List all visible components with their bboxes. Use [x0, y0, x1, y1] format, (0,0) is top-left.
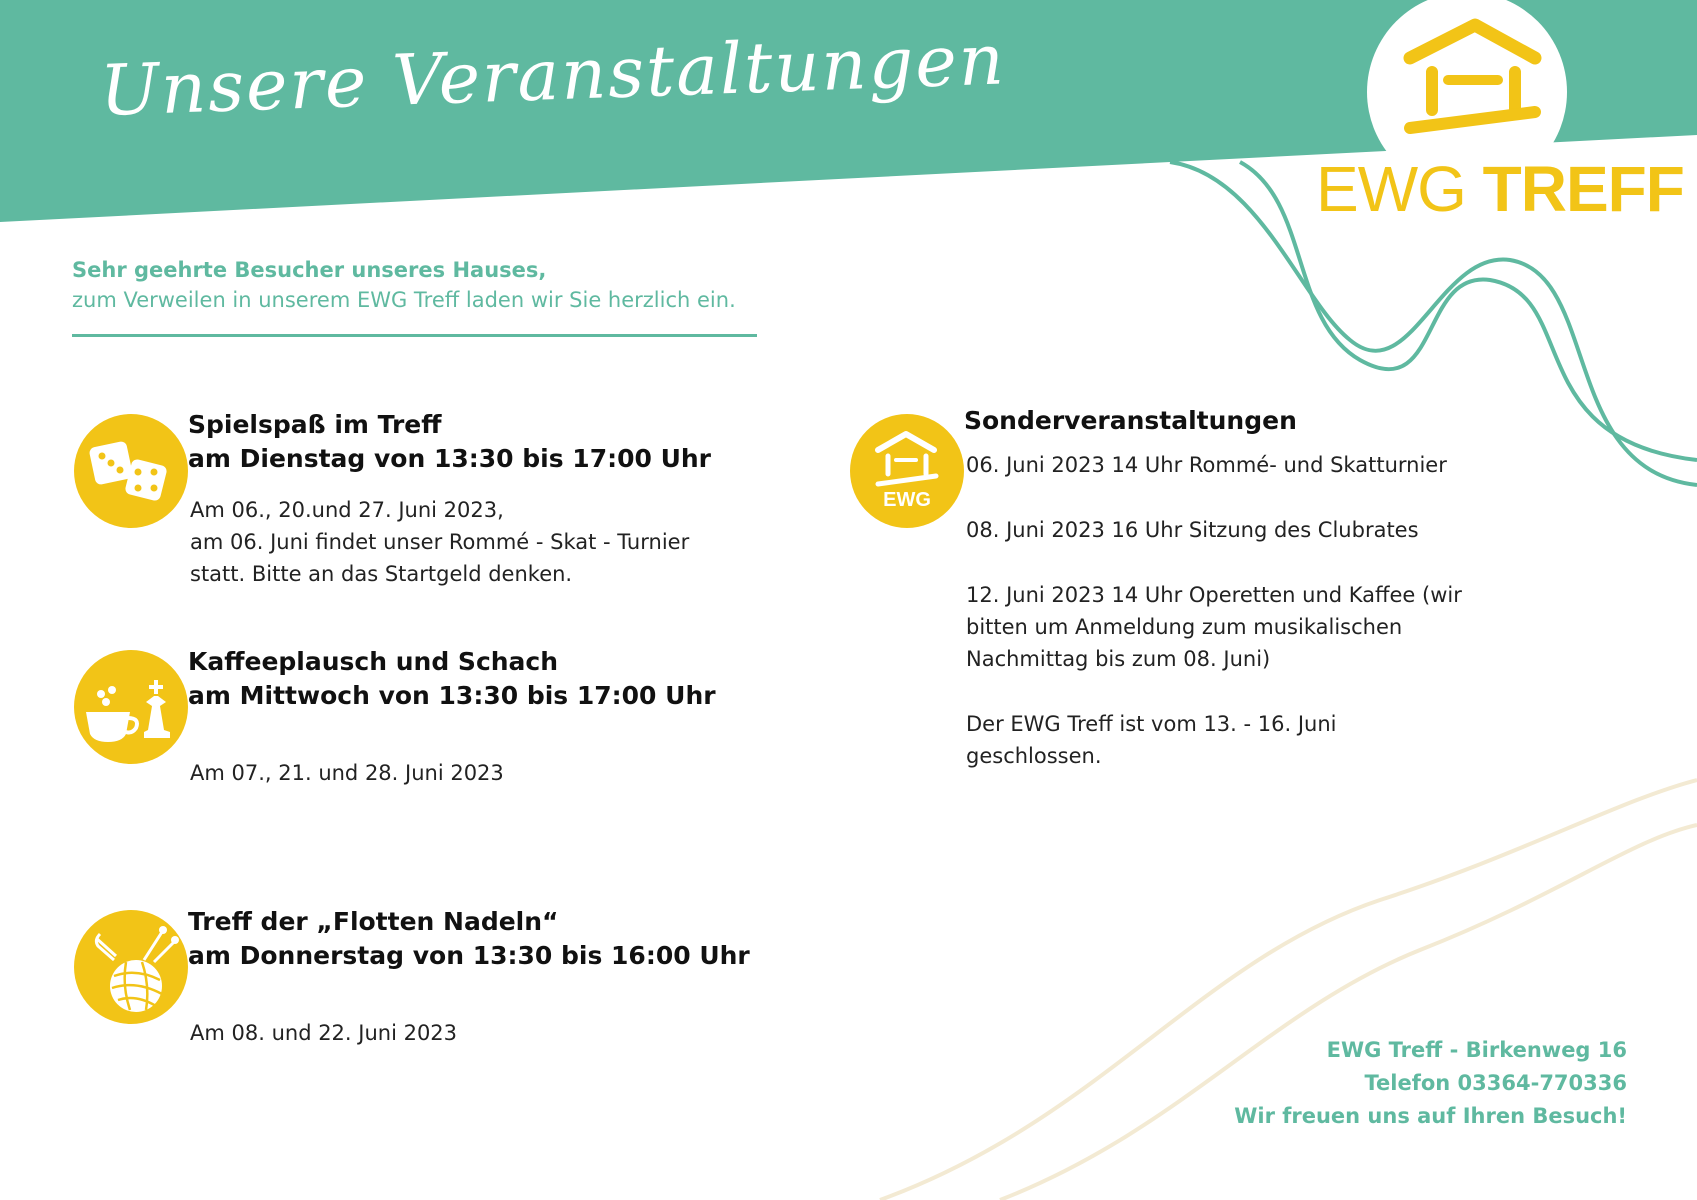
special-title: Sonderveranstaltungen: [964, 406, 1297, 435]
special-item-line: 08. Juni 2023 16 Uhr Sitzung des Clubrates: [966, 518, 1419, 542]
special-events: [964, 406, 1504, 805]
cream-wave-line: [880, 780, 1697, 1200]
intro-subtitle: zum Verweilen in unserem EWG Treff laden wir Sie herzlich ein.: [72, 288, 736, 312]
contact-footer: [1234, 1034, 1627, 1133]
intro-title: Sehr geehrte Besucher unseres Hauses,: [72, 258, 547, 282]
event-details: [190, 494, 711, 590]
event-details: [190, 1017, 750, 1049]
coffee-chess-icon: [74, 650, 188, 764]
event-time: am Donnerstag von 13:30 bis 16:00 Uhr: [188, 941, 750, 970]
dice-icon: [74, 414, 188, 528]
event-detail-line: Am 06., 20.und 27. Juni 2023,: [190, 498, 504, 522]
intro: [72, 258, 736, 312]
event-time: am Mittwoch von 13:30 bis 17:00 Uhr: [188, 681, 716, 710]
logo-word-treff: TREFF: [1482, 153, 1684, 225]
footer-address: EWG Treff - Birkenweg 16: [1326, 1038, 1627, 1062]
special-item: [966, 579, 1504, 675]
special-item-line: geschlossen.: [966, 744, 1102, 768]
yarn-needles-icon: [74, 910, 188, 1024]
event-title: Treff der „Flotten Nadeln“: [188, 907, 559, 936]
footer-phone: Telefon 03364-770336: [1364, 1071, 1627, 1095]
event-spielspass: [188, 408, 711, 590]
special-item-line: 06. Juni 2023 14 Uhr Rommé- und Skatturnier: [966, 453, 1447, 477]
special-item: [966, 449, 1504, 481]
event-title: Spielspaß im Treff: [188, 410, 442, 439]
special-item-line: bitten um Anmeldung zum musikalischen: [966, 615, 1403, 639]
house-icon: [1370, 0, 1570, 160]
event-kaffeeplausch: [188, 645, 716, 789]
event-detail-line: statt. Bitte an das Startgeld denken.: [190, 562, 573, 586]
event-detail-line: Am 08. und 22. Juni 2023: [190, 1021, 458, 1045]
cream-wave-line-2: [1000, 825, 1697, 1200]
special-item-line: Der EWG Treff ist vom 13. - 16. Juni: [966, 712, 1337, 736]
event-detail-line: Am 07., 21. und 28. Juni 2023: [190, 761, 504, 785]
event-title: Kaffeeplausch und Schach: [188, 647, 559, 676]
page-title: Unsere Veranstaltungen: [98, 18, 1008, 132]
special-item: [966, 514, 1504, 546]
intro-divider: [72, 334, 757, 337]
event-time: am Dienstag von 13:30 bis 17:00 Uhr: [188, 444, 712, 473]
special-item-line: 12. Juni 2023 14 Uhr Operetten und Kaffee (wir: [966, 583, 1462, 607]
event-flotte-nadeln: [188, 905, 750, 1049]
footer-greeting: Wir freuen uns auf Ihren Besuch!: [1234, 1104, 1627, 1128]
logo-wordmark: [1316, 152, 1684, 226]
event-detail-line: am 06. Juni findet unser Rommé - Skat - Turnier: [190, 530, 690, 554]
event-details: [190, 757, 716, 789]
logo-word-ewg: EWG: [1316, 153, 1466, 225]
special-item-line: Nachmittag bis zum 08. Juni): [966, 647, 1271, 671]
ewg-icon-label: EWG: [883, 489, 931, 511]
ewg-house-icon: [850, 414, 964, 528]
special-item: [966, 708, 1504, 772]
